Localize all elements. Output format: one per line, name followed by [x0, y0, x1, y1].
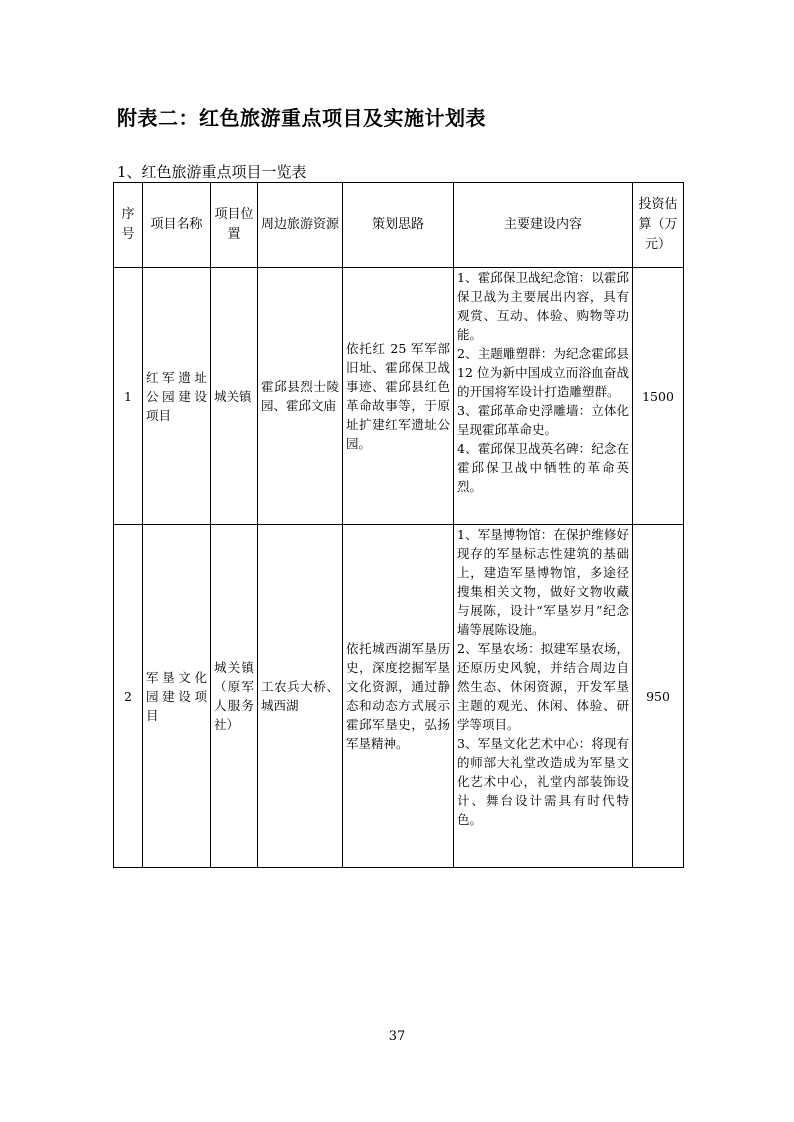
- cell-plan: 依托红 25 军军部旧址、霍邱保卫战事迹、霍邱县红色革命故事等，于原址扩建红军遗址公园。: [343, 268, 454, 525]
- cell-index: 1: [114, 268, 143, 525]
- header-plan: 策划思路: [343, 183, 454, 268]
- cell-plan: 依托城西湖军垦历史，深度挖掘军垦文化资源，通过静态和动态方式展示霍邱军垦史，弘扬军垦精神。: [343, 525, 454, 868]
- content-item: 1、军垦博物馆：在保护维修好现存的军垦标志性建筑的基础上，建造军垦博物馆，多途径搜集相关文物，做好文物收藏与展陈，设计“军垦岁月”纪念墙等展陈设施。: [457, 527, 629, 637]
- header-location: 项目位置: [211, 183, 258, 268]
- table-caption: 1、红色旅游重点项目一览表: [117, 163, 307, 181]
- content-item: 1、霍邱保卫战纪念馆：以霍邱保卫战为主要展出内容，具有观赏、互动、体验、购物等功能。: [457, 270, 629, 342]
- project-table: [113, 182, 684, 868]
- page-number: 37: [388, 1029, 406, 1044]
- content-item: 4、霍邱保卫战英名碑：纪念在霍邱保卫战中牺牲的革命英烈。: [457, 441, 629, 494]
- header-resources: 周边旅游资源: [258, 183, 343, 268]
- content-item: 2、主题雕塑群：为纪念霍邱县 12 位为新中国成立而浴血奋战的开国将军设计打造雕塑群。: [457, 346, 629, 399]
- header-index: 序号: [114, 183, 143, 268]
- page-title: 附表二：红色旅游重点项目及实施计划表: [117, 106, 486, 130]
- cell-resources: 霍邱县烈士陵园、霍邱文庙: [258, 268, 343, 525]
- cell-content: [454, 525, 633, 868]
- table-row: [114, 525, 684, 868]
- table-header-row: [114, 183, 684, 268]
- content-item: 2、军垦农场：拟建军垦农场，还原历史风貌，并结合周边自然生态、休闲资源，开发军垦主题的观光、休闲、体验、研学等项目。: [457, 641, 629, 732]
- header-name: 项目名称: [143, 183, 211, 268]
- cell-location: 城关镇: [211, 268, 258, 525]
- cell-investment: 1500: [633, 268, 684, 525]
- content-item: 3、军垦文化艺术中心：将现有的师部大礼堂改造成为军垦文化艺术中心，礼堂内部装饰设计、舞台设计需具有时代特色。: [457, 736, 629, 827]
- header-content: 主要建设内容: [454, 183, 633, 268]
- cell-name: 军垦文化园建设项目: [143, 525, 211, 868]
- cell-resources: 工农兵大桥、城西湖: [258, 525, 343, 868]
- cell-location: 城关镇（原军人服务社）: [211, 525, 258, 868]
- cell-investment: 950: [633, 525, 684, 868]
- header-investment: 投资估算（万元）: [633, 183, 684, 268]
- cell-index: 2: [114, 525, 143, 868]
- cell-name: 红军遗址公园建设项目: [143, 268, 211, 525]
- content-item: 3、霍邱革命史浮雕墙：立体化呈现霍邱革命史。: [457, 403, 629, 437]
- cell-content: [454, 268, 633, 525]
- table-row: [114, 268, 684, 525]
